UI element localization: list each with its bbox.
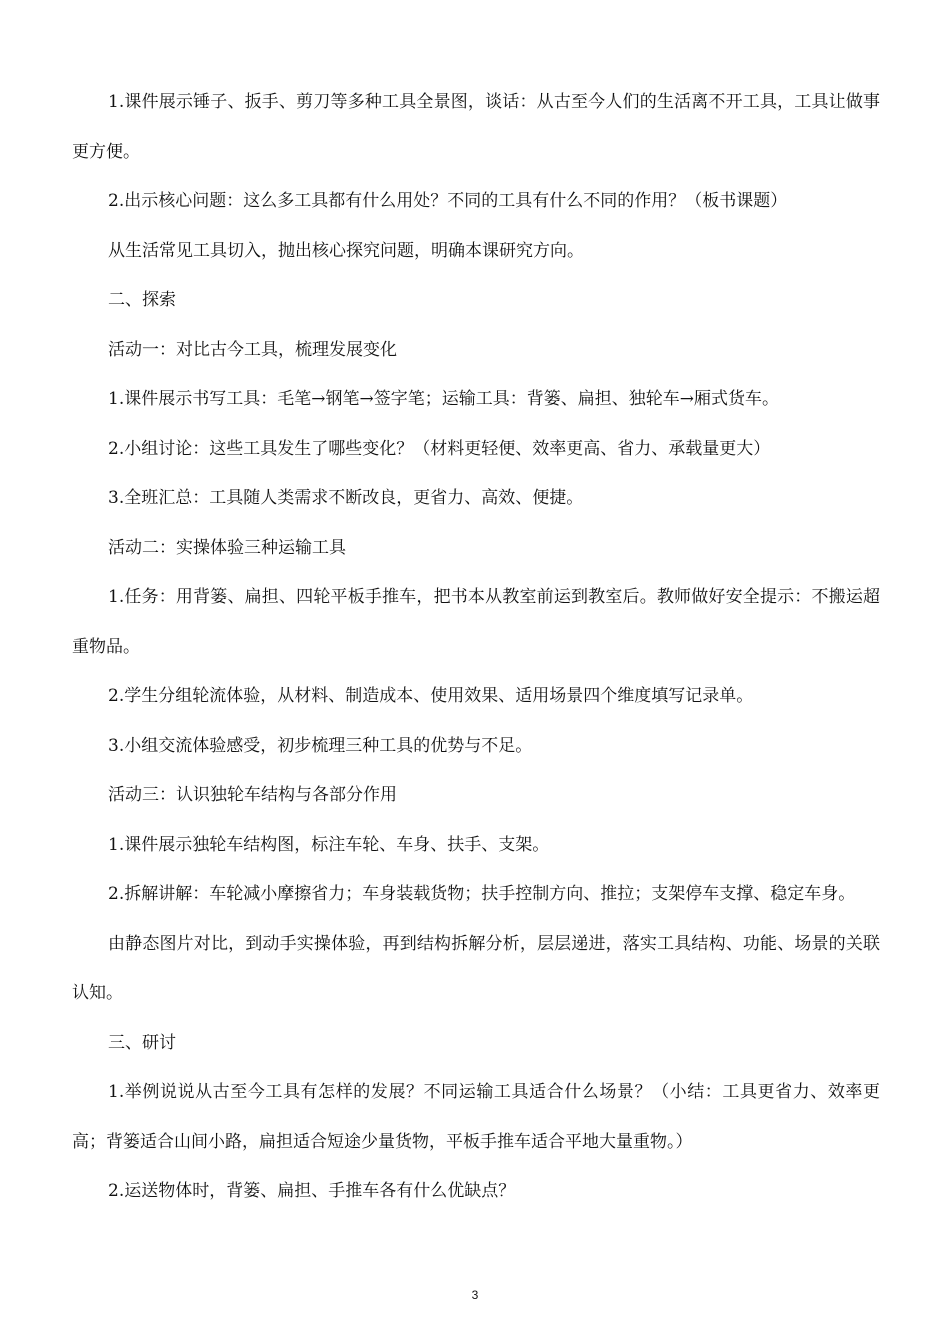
document-body [72,78,880,1217]
activity-3-heading: 活动三：认识独轮车结构与各部分作用 [108,785,397,805]
paragraph-intro-2: 2.出示核心问题：这么多工具都有什么用处？不同的工具有什么不同的作用？（板书课题） [108,191,788,211]
discuss-question-1: 1.举例说说从古至今工具有怎样的发展？不同运输工具适合什么场景？（小结：工具更省力、效率更高；背篓适合山间小路，扁担适合短途少量货物，平板手推车适合平地大量重物。） [72,1082,880,1152]
activity-1-step-1: 1.课件展示书写工具：毛笔→钢笔→签字笔；运输工具：背篓、扁担、独轮车→厢式货车。 [108,389,779,409]
activity-3-step-2: 2.拆解讲解：车轮减小摩擦省力；车身装载货物；扶手控制方向、推拉；支架停车支撑、稳定车身。 [108,884,856,904]
section-heading-explore: 二、探索 [108,290,176,310]
activity-2-heading: 活动二：实操体验三种运输工具 [108,537,346,558]
activity-1-heading: 活动一：对比古今工具，梳理发展变化 [108,339,397,360]
section-heading-discuss: 三、研讨 [108,1032,176,1053]
paragraph-intro-note: 从生活常见工具切入，抛出核心探究问题，明确本课研究方向。 [108,240,584,261]
page-number: 3 [471,1288,479,1302]
activity-3-step-1: 1.课件展示独轮车结构图，标注车轮、车身、扶手、支架。 [108,834,550,855]
discuss-question-2: 2.运送物体时，背篓、扁担、手推车各有什么优缺点？ [108,1181,516,1201]
activity-2-step-3: 3.小组交流体验感受，初步梳理三种工具的优势与不足。 [108,735,533,756]
paragraph-intro-1: 1.课件展示锤子、扳手、剪刀等多种工具全景图，谈话：从古至今人们的生活离不开工具，工具让做事更方便。 [72,92,880,162]
activity-1-step-2: 2.小组讨论：这些工具发生了哪些变化？（材料更轻便、效率更高、省力、承载量更大） [108,438,771,459]
activity-2-step-2: 2.学生分组轮流体验，从材料、制造成本、使用效果、适用场景四个维度填写记录单。 [108,686,754,706]
activity-1-step-3: 3.全班汇总：工具随人类需求不断改良，更省力、高效、便捷。 [108,488,584,508]
explore-summary-note: 由静态图片对比，到动手实操体验，再到结构拆解分析，层层递进，落实工具结构、功能、场景的关联认知。 [72,933,880,1003]
activity-2-step-1: 1.任务：用背篓、扁担、四轮平板手推车，把书本从教室前运到教室后。教师做好安全提示：不搬运超重物品。 [72,587,880,657]
